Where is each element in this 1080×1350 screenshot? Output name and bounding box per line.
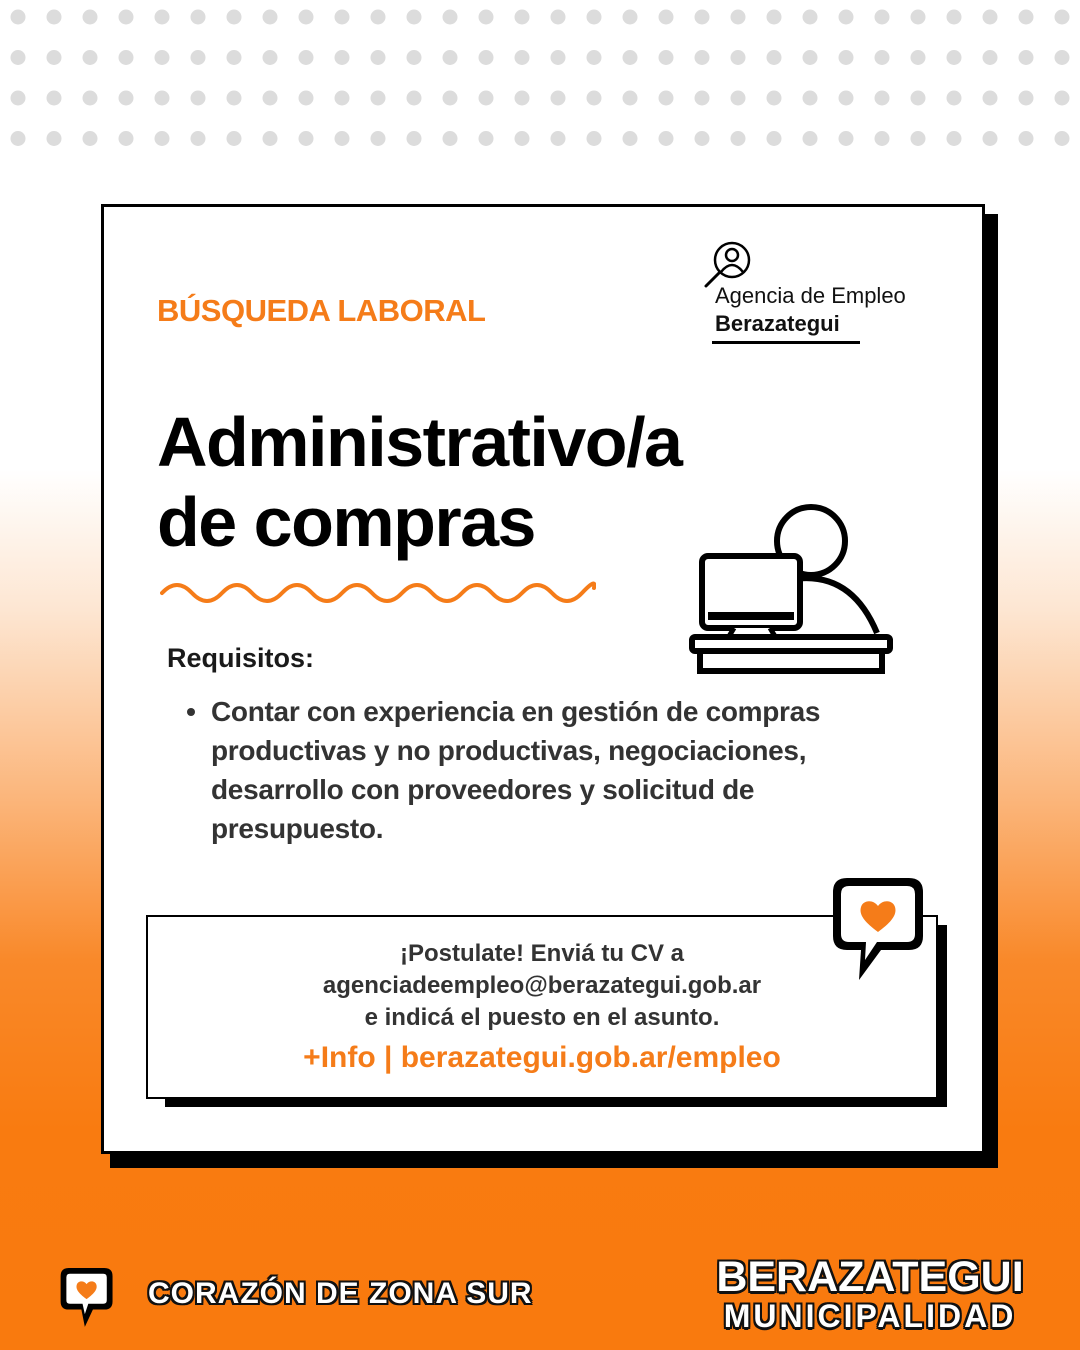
- job-title-line-2: de compras: [157, 483, 535, 561]
- municipality-logo: [700, 1255, 1040, 1333]
- wave-divider: [160, 576, 596, 610]
- brand-subtitle: MUNICIPALIDAD: [723, 1298, 1017, 1334]
- apply-email-link[interactable]: agenciadeempleo@berazategui.gob.ar: [322, 972, 762, 999]
- job-title: [157, 402, 681, 562]
- requirements-list: [211, 692, 851, 848]
- info-link[interactable]: +Info | berazategui.gob.ar/empleo: [303, 1041, 781, 1074]
- footer-heart-icon: [56, 1262, 116, 1334]
- requirement-item: Contar con experiencia en gestión de compras productivas y no productivas, negociaciones, desarrollo con proveedores y solicitud de presupuesto.: [211, 692, 851, 848]
- agency-city: Berazategui: [715, 311, 840, 336]
- requirements-heading: Requisitos:: [167, 643, 315, 673]
- job-title-line-1: Administrativo/a: [157, 403, 682, 481]
- apply-note: e indicá el puesto en el asunto.: [364, 1004, 720, 1031]
- apply-box: [146, 915, 938, 1099]
- agency-name: Agencia de Empleo: [715, 283, 906, 308]
- apply-instruction: ¡Postulate! Enviá tu CV a: [399, 940, 685, 967]
- agency-underline: [712, 341, 860, 344]
- person-at-desk-icon: [680, 500, 900, 680]
- agency-logo: [700, 238, 950, 350]
- heart-chat-bubble-icon: [825, 872, 929, 988]
- brand-name: BERAZATEGUI: [716, 1253, 1024, 1301]
- slogan: CORAZÓN DE ZONA SUR: [148, 1277, 533, 1310]
- job-search-tag: BÚSQUEDA LABORAL: [157, 293, 486, 328]
- dot-pattern: [0, 0, 1080, 160]
